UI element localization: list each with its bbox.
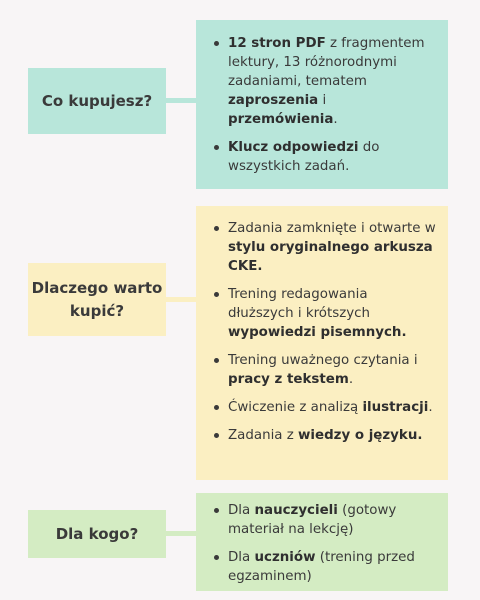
text: do wszystkich zadań. xyxy=(228,140,380,174)
bold-text: wypowiedzi pisemnych. xyxy=(228,325,407,340)
text: Trening redagowania dłuższych i krótszych xyxy=(228,287,371,321)
text: Zadania z xyxy=(228,428,299,443)
label-dlaczego-warto xyxy=(28,263,166,336)
label-co-kupujesz xyxy=(28,68,166,134)
bold-text: uczniów xyxy=(254,550,316,565)
text: . xyxy=(333,112,338,127)
text: Ćwiczenie z analizą xyxy=(228,400,363,415)
bold-text: nauczycieli xyxy=(254,503,338,518)
list-item xyxy=(212,426,436,445)
list-item xyxy=(212,351,436,389)
text: z fragmentem lektury, 13 różnorodnymi zadaniami, tematem xyxy=(228,36,425,89)
list-item xyxy=(212,219,436,276)
item-list xyxy=(212,34,436,176)
list-item xyxy=(212,501,436,539)
bold-text: ilustracji xyxy=(362,400,429,415)
connector xyxy=(166,297,196,302)
bold-text: przemówienia xyxy=(228,112,334,127)
row-label: Dla kogo? xyxy=(55,524,139,543)
bold-text: stylu oryginalnego arkusza CKE. xyxy=(228,240,433,274)
bold-text: 12 stron PDF xyxy=(228,36,326,51)
connector xyxy=(166,531,196,536)
label-dla-kogo xyxy=(28,510,166,558)
item-list xyxy=(212,219,436,445)
text: (gotowy materiał na lekcję) xyxy=(228,503,397,537)
text: Dla xyxy=(228,550,255,565)
content-box-co-kupujesz xyxy=(196,20,448,189)
text: Zadania zamknięte i otwarte w xyxy=(228,221,436,236)
connector xyxy=(166,98,196,103)
content-box-dlaczego-warto xyxy=(196,206,448,480)
text: (trening przed egzaminem) xyxy=(228,550,415,584)
text: Trening uważnego czytania i xyxy=(228,353,418,368)
list-item xyxy=(212,285,436,342)
bold-text: wiedzy o języku. xyxy=(298,428,423,443)
row-label: Co kupujesz? xyxy=(41,91,153,110)
bold-text: Klucz odpowiedzi xyxy=(228,140,359,155)
content-box-dla-kogo xyxy=(196,493,448,591)
item-list xyxy=(212,501,436,586)
text: i xyxy=(318,93,327,108)
list-item xyxy=(212,138,436,176)
bold-text: pracy z tekstem xyxy=(228,372,349,387)
list-item xyxy=(212,34,436,129)
text: . xyxy=(428,400,433,415)
list-item xyxy=(212,548,436,586)
text: . xyxy=(348,372,354,387)
text: Dla xyxy=(228,503,255,518)
list-item xyxy=(212,398,436,417)
bold-text: zaproszenia xyxy=(228,93,319,108)
row-label: Dlaczego warto kupić? xyxy=(31,278,163,320)
